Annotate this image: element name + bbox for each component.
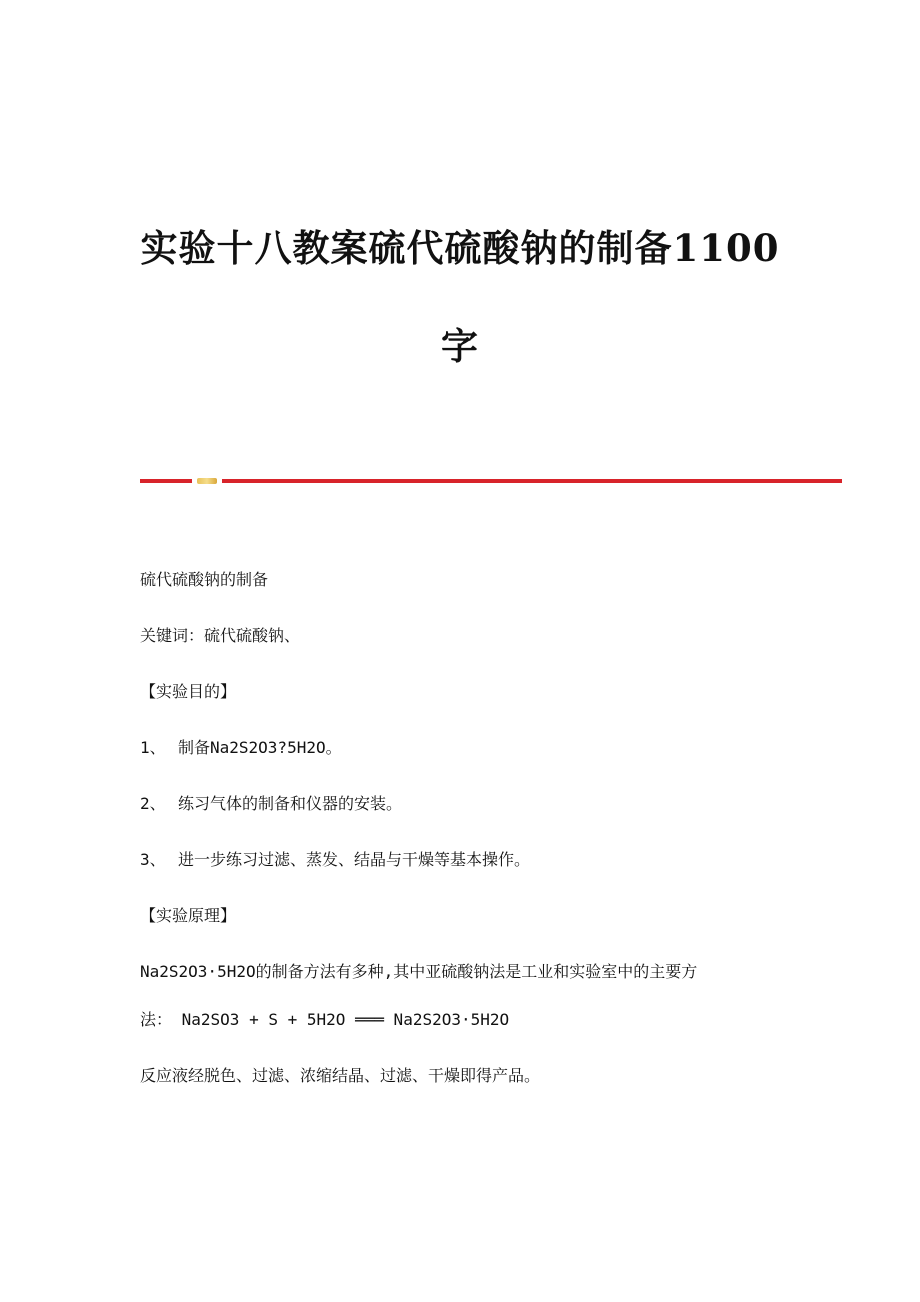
purpose-heading: 【实验目的】 [140,682,237,701]
list-item-number: 1、 [140,738,166,757]
document-title-line-2: 字 [441,324,479,368]
purpose-list-item [140,794,402,814]
title-divider [140,476,842,484]
list-item-number: 3、 [140,850,166,869]
principle-equation-line: 法： Na2SO3 + S + 5H2O ═══ Na2S2O3·5H2O [140,1010,510,1029]
document-title-line-1: 实验十八教案硫代硫酸钠的制备1100 [140,226,780,270]
list-item-number: 2、 [140,794,166,813]
list-item-text: 制备Na2S2O3?5H2O。 [178,738,342,757]
purpose-list-item [140,850,530,870]
divider-red-right [222,479,842,483]
principle-paragraph-line-1: Na2S2O3·5H2O的制备方法有多种,其中亚硫酸钠法是工业和实验室中的主要方 [140,962,698,981]
keywords-paragraph: 关键词：硫代硫酸钠、 [140,626,301,645]
divider-red-left [140,479,192,483]
list-item-text: 练习气体的制备和仪器的安装。 [178,794,403,813]
list-item-text: 进一步练习过滤、蒸发、结晶与干燥等基本操作。 [178,850,531,869]
purpose-list-item [140,738,342,758]
principle-paragraph-line-3: 反应液经脱色、过滤、浓缩结晶、过滤、干燥即得产品。 [140,1066,541,1085]
principle-heading: 【实验原理】 [140,906,237,925]
divider-ornament-icon [197,478,217,484]
subtitle-paragraph: 硫代硫酸钠的制备 [140,570,269,589]
